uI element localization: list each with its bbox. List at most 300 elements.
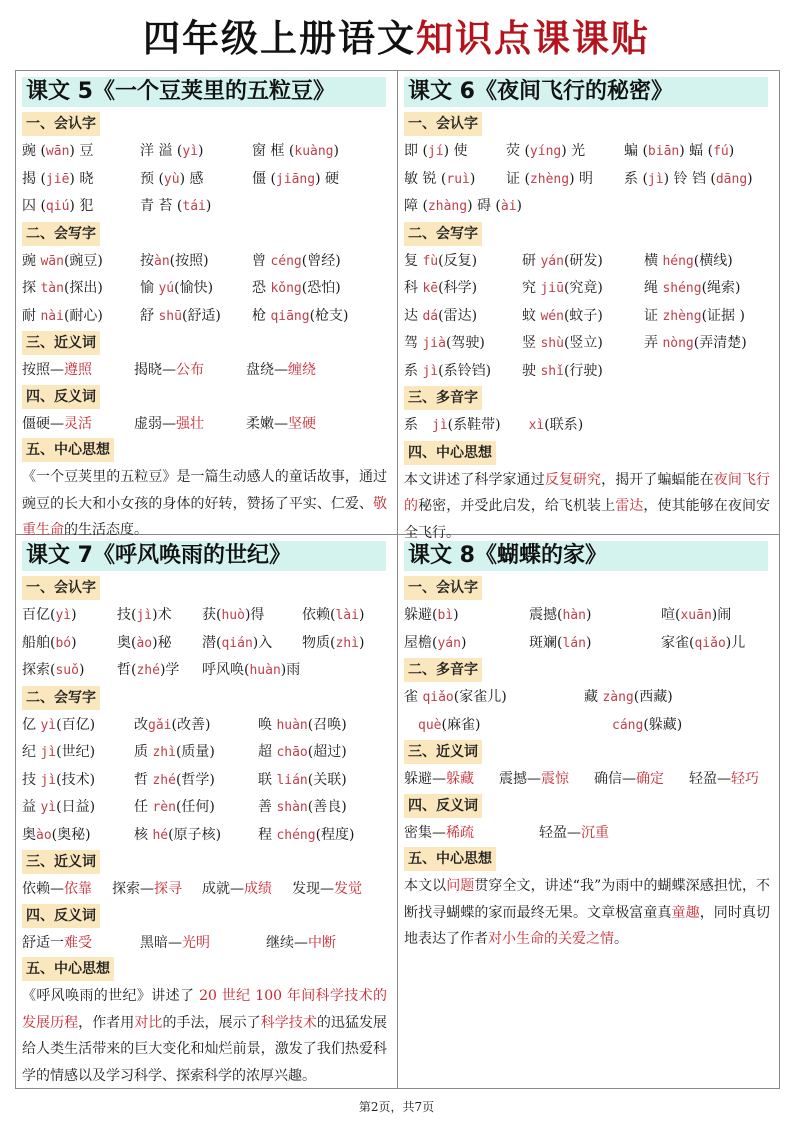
pinyin-text: yù (163, 171, 180, 187)
hanzi-text: ) (358, 634, 365, 651)
word-entry (22, 822, 134, 850)
word-entry (22, 193, 140, 221)
hanzi-text: 斑斓( (529, 634, 563, 651)
hanzi-text: ) 感 (179, 170, 204, 187)
hanzi-text: ) (71, 634, 77, 651)
pair-source: 轻盈— (539, 824, 581, 841)
body-text: 贯穿全文，讲述“我”为雨中的蝴蝶深感担忧，不断找寻蝴蝶的家而最终无果。文章极富童真 (404, 878, 771, 921)
hanzi-text: (竖立) (563, 335, 603, 351)
section-heading: 三、近义词 (22, 331, 100, 355)
hanzi-text: (雷达) (438, 307, 478, 324)
hanzi-text: (探出) (63, 280, 103, 296)
hanzi-text: 恐 (252, 280, 271, 296)
hanzi-text: )秘 (152, 634, 172, 651)
word-entry (252, 138, 392, 166)
pair-source: 探索— (112, 881, 154, 897)
pair-source: 按照— (22, 362, 64, 378)
word-entry (22, 657, 117, 685)
hanzi-text: (原子核) (168, 826, 222, 843)
hanzi-text: 程 (258, 826, 277, 843)
hanzi-text: (系铃铛) (438, 362, 492, 379)
pinyin-text: bó (55, 635, 72, 651)
section-pinyin-grid (404, 575, 774, 657)
hanzi-text: 纪 (22, 744, 41, 760)
highlight-text: 敬重生命 (22, 495, 387, 538)
word-entry (258, 822, 398, 850)
word-entry (202, 657, 302, 685)
word-entry (404, 193, 523, 221)
hanzi-text: (反复) (438, 252, 478, 269)
word-row (22, 739, 391, 767)
page-title-main: 四年级上册语文 (143, 17, 416, 60)
word-row (22, 657, 391, 685)
pinyin-text: biān (647, 144, 680, 159)
section-heading: 一、会认字 (404, 112, 482, 136)
word-row (404, 248, 774, 276)
hanzi-text: (横线) (693, 252, 733, 269)
word-entry (22, 602, 117, 630)
lesson-card-6 (398, 71, 780, 541)
section-pinyin-grid (22, 221, 391, 331)
hanzi-text: )闹 (711, 607, 732, 623)
word-entry (134, 794, 258, 822)
pinyin-text: yì (182, 144, 199, 159)
hanzi-text: ) (453, 607, 459, 623)
word-entry (258, 794, 398, 822)
hanzi-text: 即 ( (404, 143, 428, 159)
pinyin-text: jì (422, 363, 439, 379)
hanzi-text: ) (333, 143, 339, 159)
word-entry (140, 193, 252, 221)
section-heading: 三、近义词 (404, 740, 482, 764)
section-pinyin-grid (404, 657, 774, 739)
pinyin-text: wān (45, 144, 70, 159)
word-entry (140, 138, 252, 166)
hanzi-text: 研 (522, 252, 541, 269)
word-entry (506, 138, 624, 166)
pinyin-text: ào (136, 635, 153, 651)
pinyin-text: què (418, 717, 442, 733)
word-entry (584, 712, 774, 740)
lesson-card-5 (16, 71, 397, 538)
word-entry (624, 166, 774, 194)
hanzi-text: (程度) (315, 826, 355, 843)
hanzi-text: 哲 (134, 771, 153, 788)
pair-target: 缠绕 (288, 362, 316, 378)
pinyin-text: nòng (662, 336, 694, 351)
section-heading: 四、反义词 (22, 385, 100, 409)
hanzi-text: 探 (22, 280, 41, 296)
pair-target: 震惊 (541, 771, 569, 787)
pinyin-text: jiāng (275, 171, 316, 187)
pinyin-text: zhèng (662, 308, 702, 324)
pinyin-text: shū (158, 308, 182, 324)
pinyin-text: gǎi (148, 717, 172, 733)
pinyin-text: qiǎo (422, 690, 454, 705)
hanzi-text: ) (460, 634, 467, 651)
hanzi-text: ) 犯 (69, 198, 94, 214)
body-text: ，揭开了蝙蝠能在 (601, 471, 714, 488)
pinyin-text: zhèng (529, 171, 570, 187)
hanzi-text: (行驶) (563, 362, 603, 379)
hanzi-text: 任 (134, 799, 153, 815)
pinyin-text: qián (221, 635, 253, 651)
hanzi-text: 弄 (644, 335, 663, 351)
pinyin-text: jiū (540, 281, 564, 296)
section-heading: 四、反义词 (22, 904, 100, 928)
word-pair-row (22, 876, 391, 903)
pinyin-text: jí (427, 144, 444, 159)
pinyin-text: zhì (152, 745, 176, 760)
word-pair (134, 411, 246, 438)
hanzi-text: (躲藏) (643, 716, 683, 733)
word-entry (252, 166, 392, 194)
pair-source: 发现— (292, 881, 334, 897)
lesson-title: 课文 5《一个豆荚里的五粒豆》 (22, 77, 386, 107)
highlight-text: 夜间飞行的 (404, 471, 771, 514)
hanzi-text: ) 使 (443, 143, 468, 159)
hanzi-text: ) (516, 198, 523, 214)
word-row (404, 166, 774, 194)
hanzi-text: ) (198, 143, 204, 159)
pinyin-text: chéng (276, 827, 316, 843)
hanzi-text: 物质( (302, 634, 336, 651)
word-entry (404, 630, 529, 658)
pinyin-text: bì (437, 608, 454, 623)
body-text: 的生活态度。 (64, 522, 148, 538)
word-pair (22, 411, 134, 438)
hanzi-text: (日益) (56, 799, 96, 815)
pair-source: 柔嫩— (246, 415, 288, 432)
pinyin-text: lài (335, 608, 359, 623)
hanzi-text: (质量) (175, 744, 215, 760)
hanzi-text: ) 碍 ( (467, 198, 501, 214)
section-paragraph (22, 437, 391, 544)
hanzi-text: 蝙 ( (624, 143, 648, 159)
hanzi-text (584, 717, 612, 733)
pinyin-text: wén (540, 308, 564, 324)
hanzi-text: 奥( (117, 634, 137, 651)
hanzi-text: (西藏) (633, 689, 673, 705)
word-pair (22, 876, 112, 903)
hanzi-text: (舒适) (181, 307, 221, 324)
hanzi-text: (按照) (169, 252, 209, 269)
word-row (404, 193, 774, 221)
word-entry (404, 602, 529, 630)
word-pair (594, 766, 689, 793)
hanzi-text: 究 (522, 280, 541, 296)
pair-source: 舒适一 (22, 934, 64, 951)
hanzi-text: )得 (244, 607, 265, 623)
word-entry (522, 275, 644, 303)
highlight-text: 问题 (446, 878, 475, 894)
pair-target: 强壮 (176, 415, 204, 432)
hanzi-text: 探索( (22, 662, 56, 678)
hanzi-text: (绳索) (701, 280, 741, 296)
word-entry (404, 712, 584, 740)
pair-source: 依赖— (22, 881, 64, 897)
word-entry (644, 248, 784, 276)
word-entry (140, 275, 252, 303)
hanzi-text: (善良) (307, 799, 347, 815)
lesson-title: 课文 8《蝴蝶的家》 (404, 541, 768, 571)
pinyin-text: zhé (136, 663, 160, 678)
pinyin-text: dāng (715, 171, 748, 187)
hanzi-text: 荧 ( (506, 143, 530, 159)
word-entry (22, 630, 117, 658)
word-entry (404, 358, 522, 386)
pinyin-text: jià (422, 336, 446, 351)
pinyin-text: jì (40, 772, 57, 788)
word-entry (522, 330, 644, 358)
hanzi-text: 驾 (404, 335, 423, 351)
pinyin-text: huàn (276, 717, 308, 733)
hanzi-text: 证 (644, 307, 663, 324)
word-entry (644, 330, 784, 358)
pinyin-text: jì (647, 171, 664, 187)
hanzi-text: (改善) (171, 716, 211, 733)
body-text: ，使其能够在夜间安全飞行。 (404, 498, 771, 541)
pair-source: 继续— (266, 934, 308, 951)
hanzi-text: 耐 (22, 307, 41, 324)
hanzi-text: )术 (152, 607, 172, 623)
word-pair (266, 930, 396, 957)
section-heading: 一、会认字 (22, 112, 100, 136)
pair-target: 坚硬 (288, 415, 316, 432)
pinyin-text: yú (158, 281, 175, 296)
lesson-card-8 (398, 535, 780, 1089)
word-entry (134, 767, 258, 795)
hanzi-text: 获( (202, 607, 222, 623)
word-entry (117, 657, 202, 685)
hanzi-text: (任何) (175, 799, 215, 815)
body-text: 的迅猛发展给人类生活带来的巨大变化和灿烂前景，激发了我们热爱科学的情感以及学习科学、探索科学的浓厚兴趣。 (22, 1014, 388, 1084)
pinyin-text: suǒ (55, 663, 79, 678)
pair-source: 虚弱— (134, 415, 176, 432)
pinyin-text: ài (500, 199, 517, 214)
pinyin-text: zhé (152, 772, 176, 788)
hanzi-text: 揭 ( (22, 170, 46, 187)
hanzi-text: 蚊 (522, 307, 541, 324)
pinyin-text: xì (528, 418, 545, 433)
pinyin-text: zhì (335, 635, 359, 651)
pair-target: 公布 (176, 362, 204, 378)
word-row (22, 822, 391, 850)
word-pair (112, 876, 202, 903)
pair-target: 探寻 (154, 881, 182, 897)
pair-target: 光明 (182, 934, 210, 951)
summary-paragraph (404, 873, 774, 953)
word-entry (522, 248, 644, 276)
hanzi-text: 技( (117, 607, 137, 623)
word-row (22, 712, 391, 740)
hanzi-text: 绳 (644, 280, 663, 296)
word-entry (134, 712, 258, 740)
hanzi-text: ) 明 (569, 170, 593, 187)
word-entry (22, 303, 140, 331)
section-heading: 二、会写字 (22, 686, 100, 710)
lesson-title: 课文 6《夜间飞行的秘密》 (404, 77, 768, 107)
pinyin-text: tái (182, 199, 206, 214)
hanzi-text: 系 (404, 417, 432, 433)
pinyin-text: shǐ (540, 363, 564, 379)
pinyin-text: céng (270, 253, 302, 269)
pinyin-text: héng (662, 253, 694, 269)
section-heading: 一、会认字 (22, 576, 100, 600)
word-entry (252, 275, 392, 303)
hanzi-text: 预 ( (140, 170, 164, 187)
hanzi-text: ) (747, 170, 753, 187)
highlight-text: 对比 (134, 1014, 163, 1031)
body-text: ，作者用 (78, 1014, 135, 1031)
pair-source: 黑暗— (140, 934, 182, 951)
hanzi-text: 家雀( (661, 634, 695, 651)
word-entry (404, 248, 522, 276)
section-heading: 二、多音字 (404, 658, 482, 682)
pinyin-text: zàng (602, 690, 634, 705)
hanzi-text: ) (728, 143, 735, 159)
pair-source: 轻盈— (689, 771, 731, 787)
hanzi-text (404, 717, 418, 733)
lesson-grid (15, 70, 780, 1089)
word-entry (644, 275, 784, 303)
pinyin-text: yíng (529, 144, 562, 159)
word-entry (529, 630, 661, 658)
word-entry (404, 275, 522, 303)
hanzi-text: (耐心) (63, 307, 103, 324)
word-entry (404, 303, 522, 331)
word-entry (661, 602, 781, 630)
section-heading: 五、中心思想 (22, 957, 114, 981)
hanzi-text: ) 光 (561, 143, 586, 159)
pinyin-text: fú (713, 144, 729, 159)
lesson-card-7 (16, 535, 397, 1089)
hanzi-text: 藏 (584, 689, 603, 705)
pinyin-text: kuàng (294, 144, 334, 159)
pinyin-text: yì (40, 800, 57, 815)
hanzi-text: ) 铃 铛 ( (663, 170, 716, 187)
word-pair (292, 876, 382, 903)
hanzi-text: (科学) (438, 280, 478, 296)
pair-source: 密集— (404, 824, 446, 841)
hanzi-text: ) (205, 198, 212, 214)
hanzi-text: 驶 (522, 362, 541, 379)
word-entry (404, 684, 584, 712)
hanzi-text: 按 (140, 252, 154, 269)
summary-paragraph (22, 464, 391, 544)
word-entry (134, 739, 258, 767)
word-entry (404, 166, 506, 194)
section-heading: 三、多音字 (404, 386, 482, 410)
hanzi-text: (关联) (307, 771, 347, 788)
hanzi-text: (驾驶) (445, 335, 485, 351)
word-row (22, 767, 391, 795)
pair-target: 确定 (636, 771, 664, 787)
hanzi-text: ) 硬 (315, 170, 339, 187)
word-pair (404, 766, 499, 793)
pinyin-text: yán (437, 635, 461, 651)
word-entry (202, 602, 302, 630)
word-pair-row (404, 820, 774, 847)
word-pair (539, 820, 679, 847)
hanzi-text: ) (469, 170, 476, 187)
page-title (0, 14, 793, 64)
section-pairs (404, 739, 774, 793)
hanzi-text: (家雀儿) (453, 689, 507, 705)
word-entry (117, 630, 202, 658)
hanzi-text: 科 (404, 280, 423, 296)
word-row (22, 275, 391, 303)
word-pair (22, 930, 140, 957)
pinyin-text: dá (422, 308, 439, 324)
word-entry (140, 248, 252, 276)
pinyin-text: qiǎo (694, 635, 726, 651)
hanzi-text: 依赖( (302, 607, 336, 623)
pinyin-text: fù (422, 253, 439, 269)
pair-target: 沉重 (581, 824, 609, 841)
word-pair-row (404, 766, 774, 793)
word-pair (140, 930, 266, 957)
word-row (22, 630, 391, 658)
section-pinyin-grid (22, 575, 391, 685)
hanzi-text: 震撼( (529, 607, 563, 623)
page-number: 第2页，共7页 (358, 1100, 435, 1114)
hanzi-text: 复 (404, 252, 423, 269)
word-row (22, 303, 391, 331)
highlight-text: 对小生命的关爱之情 (488, 931, 614, 947)
section-pinyin-grid (22, 111, 391, 221)
pinyin-text: chāo (276, 745, 308, 760)
hanzi-text: 敏 锐 ( (404, 170, 447, 187)
hanzi-text: 躲避( (404, 607, 438, 623)
word-entry (22, 712, 134, 740)
pair-target: 成绩 (244, 881, 272, 897)
section-pairs (404, 793, 774, 847)
word-row (22, 138, 391, 166)
pinyin-text: lán (562, 635, 586, 651)
hanzi-text: (证据 ) (701, 307, 745, 324)
hanzi-text: 洋 溢 ( (140, 143, 183, 159)
hanzi-text: 喧( (661, 607, 681, 623)
hanzi-text: (系鞋带) (447, 417, 529, 433)
pinyin-text: shàn (276, 800, 308, 815)
hanzi-text: (究竟) (563, 280, 603, 296)
lesson-title: 课文 7《呼风唤雨的世纪》 (22, 541, 386, 571)
word-entry (140, 303, 252, 331)
pinyin-text: qiú (45, 199, 70, 214)
word-entry (22, 166, 140, 194)
pinyin-text: rèn (152, 800, 176, 815)
pinyin-text: cáng (612, 717, 644, 733)
hanzi-text: 囚 ( (22, 198, 46, 214)
hanzi-text: ) 晓 (69, 170, 94, 187)
pair-target: 轻巧 (731, 771, 759, 787)
highlight-text: 童趣 (671, 904, 700, 921)
pair-target: 发觉 (334, 881, 362, 897)
section-heading: 二、会写字 (22, 222, 100, 246)
word-pair (134, 357, 246, 384)
word-entry (661, 630, 781, 658)
hanzi-text: 呼风唤( (202, 662, 250, 678)
hanzi-text: (技术) (56, 771, 96, 788)
word-entry (258, 767, 398, 795)
section-heading: 五、中心思想 (22, 438, 114, 462)
hanzi-text: 竖 (522, 335, 541, 351)
word-entry (404, 412, 774, 440)
word-row (404, 602, 774, 630)
hanzi-text: )学 (159, 662, 180, 678)
body-text: 《呼风唤雨的世纪》讲述了 (22, 988, 200, 1004)
